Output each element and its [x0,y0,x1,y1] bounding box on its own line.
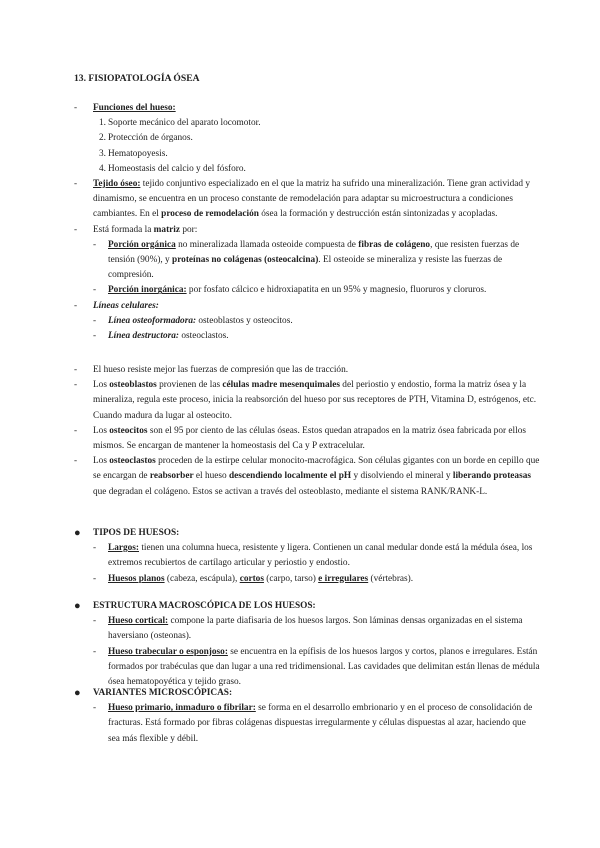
item-text: Homeostasis del calcio y del fósforo. [108,163,246,174]
paragraph-cortical: Hueso cortical: compone la parte diafisaria de los huesos largos. Son láminas densas organizadas en el sistema haversiano (osteonas). [108,616,523,642]
section-variantes [0,686,600,747]
list-item [0,223,600,238]
dash-bullet: - [74,103,78,113]
dash-bullet: - [74,380,78,391]
list-item [0,526,600,541]
list-item [0,541,600,571]
paragraph-largos: Largos: tienen una columna hueca, resistente y ligera. Contienen un canal medular donde está la médula ósea, los extremos recubiertos de cartílago articular y periostio y endostio. [108,543,533,569]
list-item [0,283,600,298]
item-number: 2. [99,133,106,144]
list-item [0,101,600,116]
paragraph-osteocitos: Los osteocitos son el 95 por ciento de las células óseas. Estos quedan atrapados en la matriz ósea fabricada por ellos mismos. Se encargan de mantener la homeostasis del Ca y P extracelular. [93,425,526,452]
paragraph-inorganica: Porción inorgánica: por fosfato cálcico e hidroxiapatita en un 95% y magnesio, fluoruros y cloruros. [108,285,487,296]
paragraph-organica: Porción orgánica no mineralizada llamada osteoide compuesta de fibras de colágeno, que resisten fuerzas de tensión (90%), y proteínas no colágenas (osteocalcina). El osteoide se mineraliza y resiste las fuerzas de compresión. [108,239,520,281]
dash-bullet: - [74,179,78,190]
list-item [0,424,600,454]
list-item [0,363,600,378]
list-item [0,572,600,587]
paragraph-planos: Huesos planos (cabeza, escápula), cortos (carpo, tarso) e irregulares (vértebras). [108,573,414,584]
dot-bullet: ● [74,527,81,539]
paragraph-trabecular: Hueso trabecular o esponjoso: se encuentra en la epífisis de los huesos largos y cortos, planos e irregulares. Están formados por trabéculas que dan lugar a una red tridimensional. Las cavidades que delimitan están llenas de médula ósea hematopoyética y tejido graso. [108,646,540,688]
heading-tipos: TIPOS DE HUESOS: [93,528,180,538]
list-item [0,686,600,701]
paragraph-matriz: Está formada la matriz por: [93,224,198,235]
paragraph-osteoformadora: Línea osteoformadora: osteoblastos y osteocitos. [108,315,293,326]
dash-bullet: - [74,365,78,375]
page-title: 13. FISIOPATOLOGÍA ÓSEA [74,73,200,84]
dash-bullet: - [74,224,78,235]
list-item [0,177,600,223]
paragraph-primario: Hueso primario, inmaduro o fibrilar: se forma en el desarrollo embrionario y en el proceso de consolidación de fracturas. Está formado por fibras colágenas dispuestas irregularmente y células dispuestas al azar, haciendo que sea más flexible y débil. [108,703,533,744]
dash-bullet: - [74,425,78,436]
dash-bullet: - [74,456,78,467]
dash-bullet: - [93,616,97,627]
dash-bullet: - [74,300,78,311]
list-item [0,116,600,131]
dash-bullet: - [93,703,97,714]
list-item [0,314,600,329]
dot-bullet: ● [74,600,81,612]
list-item [0,238,600,284]
section-funciones [0,101,600,344]
heading-estructura: ESTRUCTURA MACROSCÓPICA DE LOS HUESOS: [93,601,316,611]
heading-lineas: Líneas celulares: [93,300,159,311]
heading-funciones: Funciones del hueso: [93,103,176,113]
item-number: 4. [99,163,106,174]
section-tipos [0,526,600,587]
dash-bullet: - [93,285,97,296]
list-item [0,599,600,614]
list-item [0,645,600,691]
paragraph-resiste: El hueso resiste mejor las fuerzas de compresión que las de tracción. [93,365,349,375]
item-number: 1. [99,118,106,129]
dash-bullet: - [93,315,97,326]
section-celulas [0,363,600,500]
paragraph-osteoclastos: Los osteoclastos proceden de la estirpe celular monocito-macrofágica. Son células gigantes con un borde en cepillo que se encargan de reabsorber el hueso descendiendo localmente el pH y disolviendo el mineral y liberando proteasas que degradan el colágeno. Estos se activan a través del osteoblasto, mediante el sistema RANK/RANK-L. [93,456,540,497]
list-item [0,299,600,314]
paragraph-destructora: Línea destructora: osteoclastos. [108,331,229,342]
section-estructura [0,599,600,690]
dash-bullet: - [93,331,97,342]
list-item [0,614,600,644]
dash-bullet: - [93,646,97,657]
list-item [0,454,600,500]
dash-bullet: - [93,543,97,554]
paragraph-tejido: Tejido óseo: tejido conjuntivo especializado en el que la matriz ha sufrido una mineralización. Tiene gran actividad y dinamismo, se encuentra en un proceso constante de remodelación para adaptar su microestructura a condiciones cambiantes. En el proceso de remodelación ósea la formación y destrucción están sintonizadas y acopladas. [93,179,531,220]
list-item [0,131,600,146]
item-text: Protección de órganos. [108,133,193,144]
item-text: Soporte mecánico del aparato locomotor. [108,118,261,129]
paragraph-osteoblastos: Los osteoblastos provienen de las células madre mesenquimales del periostio y endostio, forma la matriz ósea y la mineraliza, regula este proceso, inicia la reabsorción del hueso por sus receptores de PTH, Vitamina D, estrógenos, etc. Cuando madura da lugar al osteocito. [93,380,537,421]
list-item [0,329,600,344]
dash-bullet: - [93,573,97,584]
dash-bullet: - [93,239,97,250]
item-text: Hematopoyesis. [108,148,168,159]
list-item [0,162,600,177]
list-item [0,701,600,747]
dot-bullet: ● [74,687,81,699]
list-item [0,147,600,162]
list-item [0,378,600,424]
heading-variantes: VARIANTES MICROSCÓPICAS: [93,688,233,698]
item-number: 3. [99,148,106,159]
